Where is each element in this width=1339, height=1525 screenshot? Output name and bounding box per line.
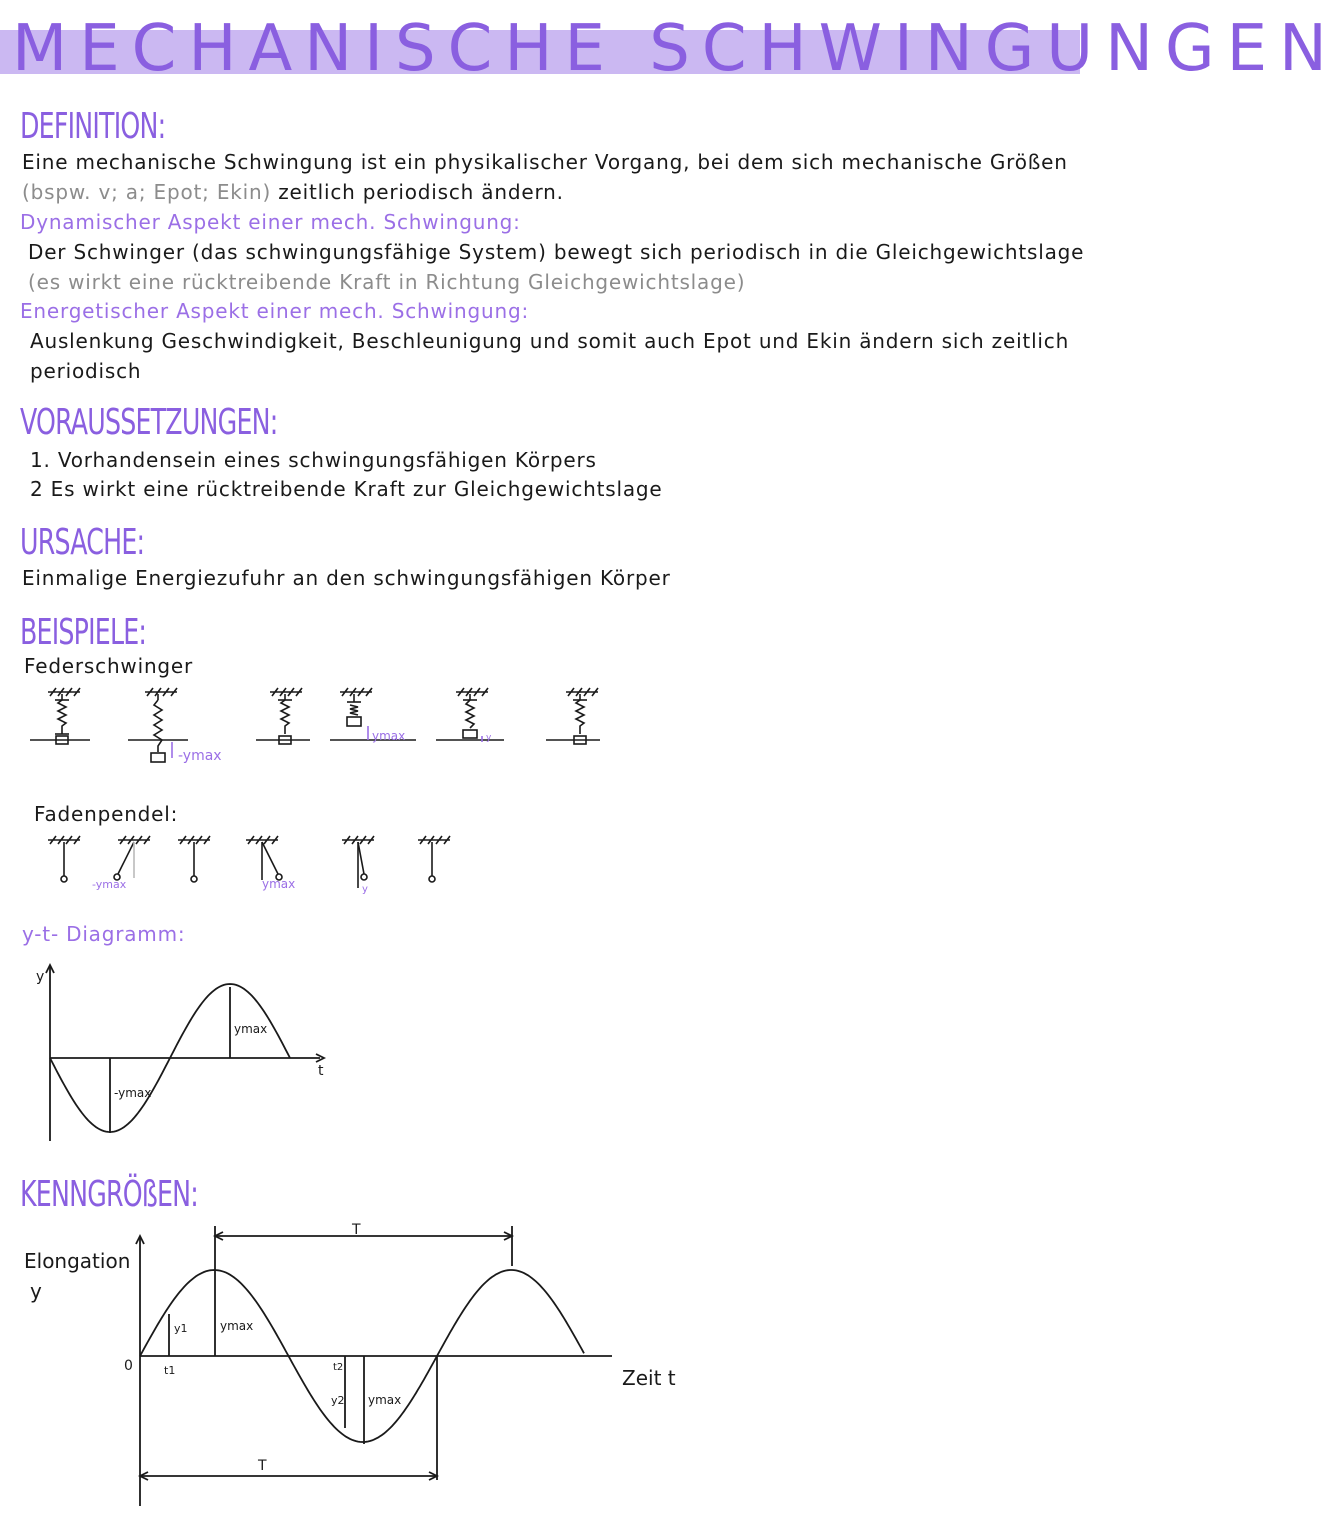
yt-y-axis-label: y <box>36 969 45 985</box>
spring-oscillator-sketch <box>0 680 640 780</box>
spring-y-label: y <box>486 733 492 743</box>
pendulum-figure-6 <box>418 836 450 882</box>
pendulum-y-label: y <box>362 884 368 895</box>
spring-figure-3 <box>256 688 310 744</box>
dynamic-aspect-heading: Dynamischer Aspekt einer mech. Schwingung: <box>20 210 521 234</box>
param-t2-label: t2 <box>333 1362 344 1373</box>
energetic-aspect-heading: Energetischer Aspekt einer mech. Schwingung: <box>20 299 529 323</box>
period-bottom-label: T <box>258 1458 267 1474</box>
definition-line-2 <box>22 180 564 204</box>
pendulum-label: Fadenpendel: <box>34 802 179 826</box>
param-y1-label: y1 <box>174 1322 188 1335</box>
requirements-heading: VORAUSSETZUNGEN: <box>20 402 278 443</box>
pendulum-figure-2 <box>114 836 150 880</box>
energetic-aspect-line-1: Auslenkung Geschwindigkeit, Beschleunigung und somit auch Epot und Ekin ändern sich zeitlich <box>30 329 1070 353</box>
parameters-diagram <box>0 1210 700 1510</box>
yt-diagram-label: y-t- Diagramm: <box>22 922 186 946</box>
pendulum-figure-4 <box>246 836 282 880</box>
pendulum-figure-1 <box>48 836 80 882</box>
pendulum-neg-ymax-label: -ymax <box>92 878 127 891</box>
elongation-label: Elongation <box>24 1249 131 1273</box>
param-y2-label: y2 <box>331 1394 345 1407</box>
definition-heading: DEFINITION: <box>20 106 166 147</box>
requirement-2: 2 Es wirkt eine rücktreibende Kraft zur Gleichgewichtslage <box>30 477 663 501</box>
pendulum-ymax-label: ymax <box>262 877 296 891</box>
energetic-aspect-line-2: periodisch <box>30 359 142 383</box>
elongation-symbol: y <box>30 1279 42 1303</box>
spring-neg-ymax-label: -ymax <box>178 748 222 764</box>
param-ymin-label: ymax <box>368 1393 402 1407</box>
dynamic-aspect-line-2: (es wirkt eine rücktreibende Kraft in Richtung Gleichgewichtslage) <box>28 270 746 294</box>
spring-oscillator-label: Federschwinger <box>24 654 194 678</box>
dynamic-aspect-line-1: Der Schwinger (das schwingungsfähige System) bewegt sich periodisch in die Gleichgewichtslage <box>28 240 1085 264</box>
page-title: MECHANISCHE SCHWINGUNGEN <box>12 12 1339 86</box>
origin-label: 0 <box>124 1358 133 1374</box>
definition-line-1: Eine mechanische Schwingung ist ein physikalischer Vorgang, bei dem sich mechanische Größen <box>22 150 1068 174</box>
requirement-1: 1. Vorhandensein eines schwingungsfähigen Körpers <box>30 448 597 472</box>
definition-line-2-rest: zeitlich periodisch ändern. <box>271 180 564 204</box>
spring-ymax-label: ymax <box>372 729 406 743</box>
examples-heading: BEISPIELE: <box>20 612 147 653</box>
pendulum-figure-5 <box>342 836 374 888</box>
yt-diagram <box>20 955 340 1155</box>
param-ymax-label: ymax <box>220 1319 254 1333</box>
yt-neg-ymax-label: -ymax <box>114 1086 152 1100</box>
yt-ymax-label: ymax <box>234 1022 268 1036</box>
yt-t-axis-label: t <box>318 1063 324 1079</box>
param-t1-label: t1 <box>164 1364 176 1377</box>
definition-examples: (bspw. v; a; Epot; Ekin) <box>22 180 272 204</box>
pendulum-figure-3 <box>178 836 210 882</box>
cause-text: Einmalige Energiezufuhr an den schwingungsfähigen Körper <box>22 566 671 590</box>
period-top-label: T <box>352 1222 361 1238</box>
parameters-heading: KENNGRÖßEN: <box>20 1174 199 1215</box>
cause-heading: URSACHE: <box>20 522 145 563</box>
time-axis-label: Zeit t <box>622 1366 676 1390</box>
spring-figure-1 <box>30 688 90 744</box>
spring-figure-5 <box>436 688 504 742</box>
spring-figure-6 <box>546 688 600 744</box>
pendulum-sketch <box>0 828 520 908</box>
